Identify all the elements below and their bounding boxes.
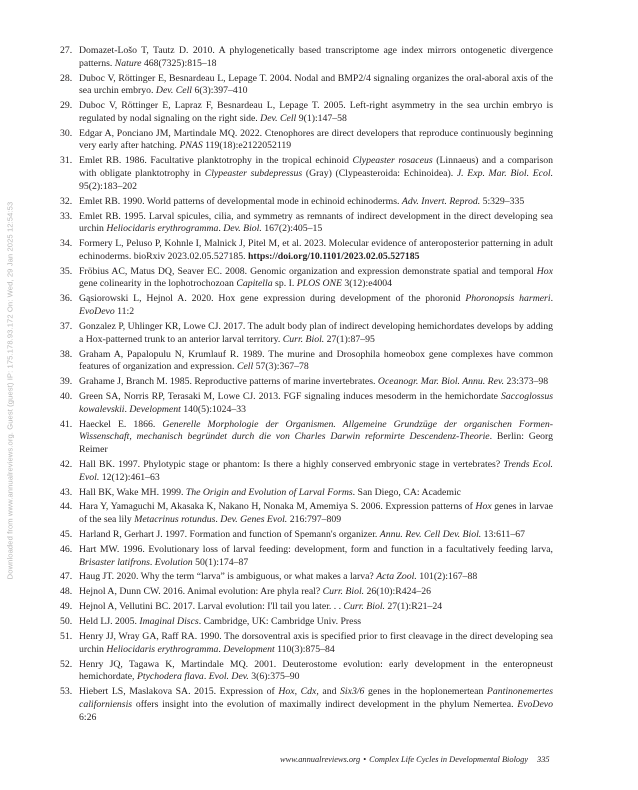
reference-italic-segment: Hox <box>278 686 295 698</box>
reference-text <box>79 128 553 152</box>
reference-italic-segment: Generelle Morphologie der Organismen. Allgemeine Grundzüge der organischen Formen-Wissenschaft, mechanisch begründet durch die von Charles Darwin reformirte Descendenz-Theorie <box>79 418 553 443</box>
reference-segment: Gonzalez P, Uhlinger KR, Lowe CJ. 2017. The adult body plan of indirect developing hemichordates develops by adding a Hox-patterned trunk to an anterior larval territory. <box>79 320 553 345</box>
reference-segment: Gąsiorowski L, Hejnol A. 2020. Hox gene expression during development of the phoronid <box>79 293 466 305</box>
reference-segment: Haug JT. 2020. Why the term “larva” is ambiguous, or what makes a larva? <box>79 571 377 583</box>
reference-item <box>60 155 553 193</box>
reference-segment: 12(12):461–63 <box>99 471 160 483</box>
reference-italic-segment: Saccoglossus kowalevskii <box>79 391 553 415</box>
reference-doi-link[interactable]: https://doi.org/10.1101/2023.02.05.527185 <box>248 250 420 262</box>
reference-item <box>60 349 553 374</box>
reference-italic-segment: Curr. Biol. <box>343 601 385 613</box>
reference-item <box>60 631 553 656</box>
reference-segment: . <box>124 403 130 415</box>
reference-item <box>60 586 553 599</box>
reference-text <box>79 266 553 290</box>
reference-segment: Hiebert LS, Maslakova SA. 2015. Expression of <box>79 686 279 698</box>
reference-text <box>79 73 553 97</box>
reference-item <box>60 376 553 389</box>
reference-item <box>60 686 553 724</box>
reference-segment: Hejnol A, Vellutini BC. 2017. Larval evolution: I'll tail you later. . . <box>79 601 344 613</box>
reference-item <box>60 238 553 263</box>
reference-segment: 27(1):R21–24 <box>384 601 443 613</box>
reference-segment: 57(3):367–78 <box>253 361 309 373</box>
reference-text <box>79 155 553 191</box>
reference-text <box>79 571 477 582</box>
reference-italic-segment: Imaginal Discs <box>139 616 199 628</box>
reference-text <box>79 631 553 655</box>
reference-segment: offers insight into the evolution of maximally indirect development in the phylum Nemertea. <box>132 698 518 710</box>
reference-text <box>79 349 553 373</box>
reference-number: 35. <box>60 265 73 277</box>
reference-segment: . San Diego, CA: Academic <box>352 486 461 498</box>
reference-italic-segment: Hox <box>536 265 553 277</box>
reference-item <box>60 100 553 125</box>
reference-segment: 6:26 <box>79 711 97 723</box>
reference-text <box>79 321 553 345</box>
reference-number: 33. <box>60 210 73 222</box>
reference-italic-segment: Phoronopsis harmeri <box>465 293 551 305</box>
reference-number: 43. <box>60 486 73 498</box>
reference-segment: Emlet RB. 1986. Facultative planktotrophy in the tropical echinoid <box>79 155 353 167</box>
reference-segment: . Berlin: Georg Reimer <box>79 431 553 456</box>
reference-segment: . <box>218 643 224 655</box>
reference-italic-segment: EvoDevo <box>517 698 553 710</box>
reference-text <box>79 196 524 207</box>
reference-item <box>60 321 553 346</box>
reference-segment: . <box>218 223 224 235</box>
page-number: 335 <box>537 755 550 764</box>
reference-italic-segment: Pantinonemertes californiensis <box>79 686 553 710</box>
reference-italic-segment: Cdx <box>300 686 317 698</box>
reference-text <box>79 100 553 124</box>
reference-number: 45. <box>60 528 73 540</box>
reference-segment: Hart MW. 1996. Evolutionary loss of larval feeding: development, form and function in a facultatively feeding larva, <box>79 543 553 555</box>
reference-number: 28. <box>60 72 73 84</box>
reference-number: 44. <box>60 501 73 513</box>
reference-italic-segment: Evol. Dev. <box>208 671 249 683</box>
reference-segment: 3(6):375–90 <box>248 671 300 683</box>
reference-segment: 26(10):R424–26 <box>364 586 431 598</box>
reference-italic-segment: Metacrinus rotundus <box>134 514 216 526</box>
reference-segment: 140(5):1024–33 <box>180 403 247 415</box>
reference-number: 41. <box>60 418 73 430</box>
reference-italic-segment: Development <box>129 403 181 415</box>
reference-segment: 95(2):183–202 <box>79 180 137 192</box>
reference-segment: Harland R, Gerhart J. 1997. Formation and function of Spemann's organizer. <box>79 528 380 540</box>
reference-item <box>60 529 553 542</box>
reference-italic-segment: Dev. Biol. <box>223 223 262 235</box>
reference-italic-segment: Trends Ecol. Evol. <box>79 458 553 483</box>
reference-number: 48. <box>60 586 73 598</box>
reference-segment: Edgar A, Ponciano JM, Martindale MQ. 2022. Ctenophores are direct developers that reproduce continuously beginning very early after hatching. <box>79 127 553 152</box>
reference-segment: Fröbius AC, Matus DQ, Seaver EC. 2008. Genomic organization and expression demonstrate spatial and temporal <box>79 265 537 277</box>
reference-segment: 23:373–98 <box>504 376 549 388</box>
reference-segment: Haeckel E. 1866. <box>79 418 163 430</box>
reference-text <box>79 586 431 597</box>
reference-italic-segment: Curr. Biol. <box>322 586 365 598</box>
reference-number: 37. <box>60 320 73 332</box>
reference-text <box>79 544 553 568</box>
reference-number: 40. <box>60 391 73 403</box>
reference-segment: Duboc V, Röttinger E, Lapraz F, Besnardeau L, Lepage T. 2005. Left-right asymmetry in the sea urchin embryo is regulated by nodal signaling on the right side. <box>79 100 553 124</box>
reference-italic-segment: PLOS ONE <box>296 278 342 290</box>
reference-text <box>79 45 553 69</box>
reference-segment: 167(2):405–15 <box>261 223 323 235</box>
reference-number: 42. <box>60 458 73 470</box>
reference-segment: (Linnaeus) and a comparison with obligate planktotrophy in <box>79 155 553 180</box>
reference-number: 52. <box>60 658 73 670</box>
reference-text <box>79 419 553 455</box>
reference-italic-segment: Clypeaster rosaceus <box>352 155 433 167</box>
reference-text <box>79 459 553 483</box>
reference-italic-segment: Cell <box>236 361 254 373</box>
reference-item <box>60 419 553 457</box>
reference-italic-segment: Oceanogr. Mar. Biol. Annu. Rev. <box>377 376 505 388</box>
reference-italic-segment: Annu. Rev. Cell Dev. Biol. <box>379 528 482 540</box>
reference-segment: 119(18):e2122052119 <box>202 140 292 152</box>
reference-segment: 468(7325):815–18 <box>141 57 217 69</box>
reference-item <box>60 487 553 500</box>
reference-list <box>60 45 553 727</box>
reference-segment: 27(1):87–95 <box>324 333 375 345</box>
reference-text <box>79 238 553 262</box>
reference-segment: sp. I. <box>272 278 297 290</box>
reference-segment: Grahame J, Branch M. 1985. Reproductive patterns of marine invertebrates. <box>79 376 378 388</box>
reference-segment: , and <box>316 686 341 698</box>
reference-number: 31. <box>60 155 73 167</box>
reference-text <box>79 616 361 627</box>
reference-segment: , <box>294 686 301 698</box>
reference-segment: genes in the hoplonemertean <box>364 686 487 698</box>
reference-item <box>60 391 553 416</box>
reference-italic-segment: Adv. Invert. Reprod. <box>401 195 481 207</box>
reference-segment: . <box>215 514 221 526</box>
reference-item <box>60 293 553 318</box>
reference-segment: 11:2 <box>114 306 135 318</box>
reference-segment: Hall BK, Wake MH. 1999. <box>79 486 186 498</box>
reference-segment: Henry JQ, Tagawa K, Martindale MQ. 2001. Deuterostome evolution: early development in the enteropneust hemichordate, <box>79 658 553 683</box>
reference-number: 53. <box>60 686 73 698</box>
download-watermark <box>2 175 18 605</box>
reference-italic-segment: Acta Zool. <box>376 571 417 583</box>
reference-segment: Held LJ. 2005. <box>79 616 140 628</box>
reference-italic-segment: J. Exp. Mar. Biol. Ecol. <box>456 168 554 180</box>
reference-item <box>60 571 553 584</box>
reference-segment: Emlet RB. 1990. World patterns of developmental mode in echinoid echinoderms. <box>79 195 402 207</box>
reference-segment: Hejnol A, Dunn CW. 2016. Animal evolution: Are phyla real? <box>79 586 323 598</box>
reference-number: 30. <box>60 127 73 139</box>
reference-item <box>60 544 553 569</box>
reference-segment: gene colinearity in the lophotrochozoan <box>79 278 237 290</box>
reference-number: 49. <box>60 601 73 613</box>
reference-number: 29. <box>60 100 73 112</box>
reference-number: 50. <box>60 616 73 628</box>
reference-item <box>60 501 553 526</box>
reference-italic-segment: Dev. Cell <box>260 112 297 124</box>
reference-segment: 6(3):397–410 <box>192 85 248 97</box>
reference-number: 51. <box>60 631 73 643</box>
reference-item <box>60 659 553 684</box>
reference-number: 38. <box>60 348 73 360</box>
reference-number: 46. <box>60 543 73 555</box>
reference-segment: Hara Y, Yamaguchi M, Akasaka K, Nakano H, Nonaka M, Amemiya S. 2006. Expression patterns of <box>79 501 476 513</box>
reference-number: 34. <box>60 238 73 250</box>
reference-segment: 3(12):e4004 <box>341 278 393 290</box>
reference-segment: Formery L, Peluso P, Kohnle I, Malnick J, Pitel M, et al. 2023. Molecular evidence of anteroposterior patterning in adult echinoderms. bioRxiv 2023.02.05.527185. <box>79 238 553 262</box>
reference-number: 32. <box>60 195 73 207</box>
reference-italic-segment: Nature <box>114 57 142 69</box>
reference-italic-segment: Six3/6 <box>340 686 365 698</box>
reference-segment: . <box>550 293 554 305</box>
reference-segment: Emlet RB. 1995. Larval spicules, cilia, and symmetry as remnants of indirect development in the direct developing sea urchin <box>79 210 553 235</box>
reference-italic-segment: EvoDevo <box>79 306 115 318</box>
reference-text <box>79 501 553 525</box>
reference-segment: Green SA, Norris RP, Terasaki M, Lowe CJ. 2013. FGF signaling induces mesoderm in the hemichordate <box>79 391 501 403</box>
reference-text <box>79 391 553 415</box>
reference-italic-segment: Hox <box>475 501 492 513</box>
reference-italic-segment: Dev. Genes Evol. <box>220 514 288 526</box>
reference-number: 27. <box>60 45 73 56</box>
reference-item <box>60 73 553 98</box>
reference-italic-segment: Heliocidaris erythrogramma <box>106 223 219 235</box>
reference-segment: 50(1):174–87 <box>192 556 249 568</box>
reference-segment: Duboc V, Röttinger E, Besnardeau L, Lepage T. 2004. Nodal and BMP2/4 signaling organizes the oral-aboral axis of the sea urchin embryo. <box>79 72 553 97</box>
reference-italic-segment: Evolution <box>154 556 193 568</box>
reference-item <box>60 266 553 291</box>
reference-item <box>60 616 553 629</box>
reference-text <box>79 487 461 498</box>
reference-segment: genes in larvae of the sea lily <box>79 501 553 526</box>
reference-segment: 13:611–67 <box>481 528 526 540</box>
reference-item <box>60 459 553 484</box>
reference-segment: Henry JJ, Wray GA, Raff RA. 1990. The dorsoventral axis is specified prior to first cleavage in the direct developing sea urchin <box>79 631 553 655</box>
reference-italic-segment: PNAS <box>179 140 203 152</box>
reference-segment: 9(1):147–58 <box>296 112 347 124</box>
footer-site[interactable]: www.annualreviews.org <box>280 755 361 764</box>
reference-segment: 101(2):167–88 <box>416 571 478 583</box>
reference-segment: . Cambridge, UK: Cambridge Univ. Press <box>198 616 362 628</box>
reference-segment: Graham A, Papalopulu N, Krumlauf R. 1989. The murine and Drosophila homeobox gene complexes have common features of organization and expression. <box>79 348 553 373</box>
reference-text <box>79 376 548 387</box>
reference-segment: 5:329–335 <box>480 195 525 207</box>
reference-italic-segment: The Origin and Evolution of Larval Forms <box>185 486 353 498</box>
reference-segment: Hall BK. 1997. Phylotypic stage or phantom: Is there a highly conserved embryonic stage in vertebrates? <box>79 458 504 470</box>
reference-italic-segment: Curr. Biol. <box>282 333 325 345</box>
running-footer <box>280 755 528 764</box>
reference-italic-segment: Capitella <box>236 278 273 290</box>
reference-item <box>60 196 553 209</box>
reference-text <box>79 529 525 540</box>
reference-segment: . <box>149 556 155 568</box>
reference-italic-segment: Brisaster latifrons <box>79 556 150 568</box>
reference-segment: 110(3):875–84 <box>274 643 335 655</box>
footer-separator: • <box>363 755 367 764</box>
reference-italic-segment: Ptychodera flava <box>136 671 204 683</box>
reference-italic-segment: Clypeaster subdepressus <box>204 168 303 180</box>
watermark-text: Downloaded from www.annualreviews.org. Guest (guest) IP: 175.178.93.172 On: Wed, 29 Jan 2025 12:54:53 <box>5 201 15 579</box>
reference-text <box>79 211 553 235</box>
reference-segment: . <box>203 671 209 683</box>
reference-number: 39. <box>60 376 73 388</box>
reference-segment: Domazet-Lošo T, Tautz D. 2010. A phylogenetically based transcriptome age index mirrors ontogenetic divergence patterns. <box>79 45 553 69</box>
reference-italic-segment: Heliocidaris erythrogramma <box>106 643 219 655</box>
reference-text <box>79 601 442 612</box>
reference-text <box>79 293 553 317</box>
reference-italic-segment: Development <box>223 643 275 655</box>
reference-number: 47. <box>60 571 73 583</box>
reference-item <box>60 128 553 153</box>
reference-segment: 216:797–809 <box>287 514 342 526</box>
reference-segment: (Gray) (Clypeasteroida: Echinoidea). <box>302 168 457 180</box>
reference-item <box>60 211 553 236</box>
reference-item <box>60 45 553 70</box>
footer-journal-title: Complex Life Cycles in Developmental Biology <box>369 755 528 764</box>
reference-text <box>79 686 553 722</box>
reference-text <box>79 659 553 683</box>
reference-number: 36. <box>60 293 73 305</box>
reference-italic-segment: Dev. Cell <box>155 85 193 97</box>
reference-item <box>60 601 553 614</box>
